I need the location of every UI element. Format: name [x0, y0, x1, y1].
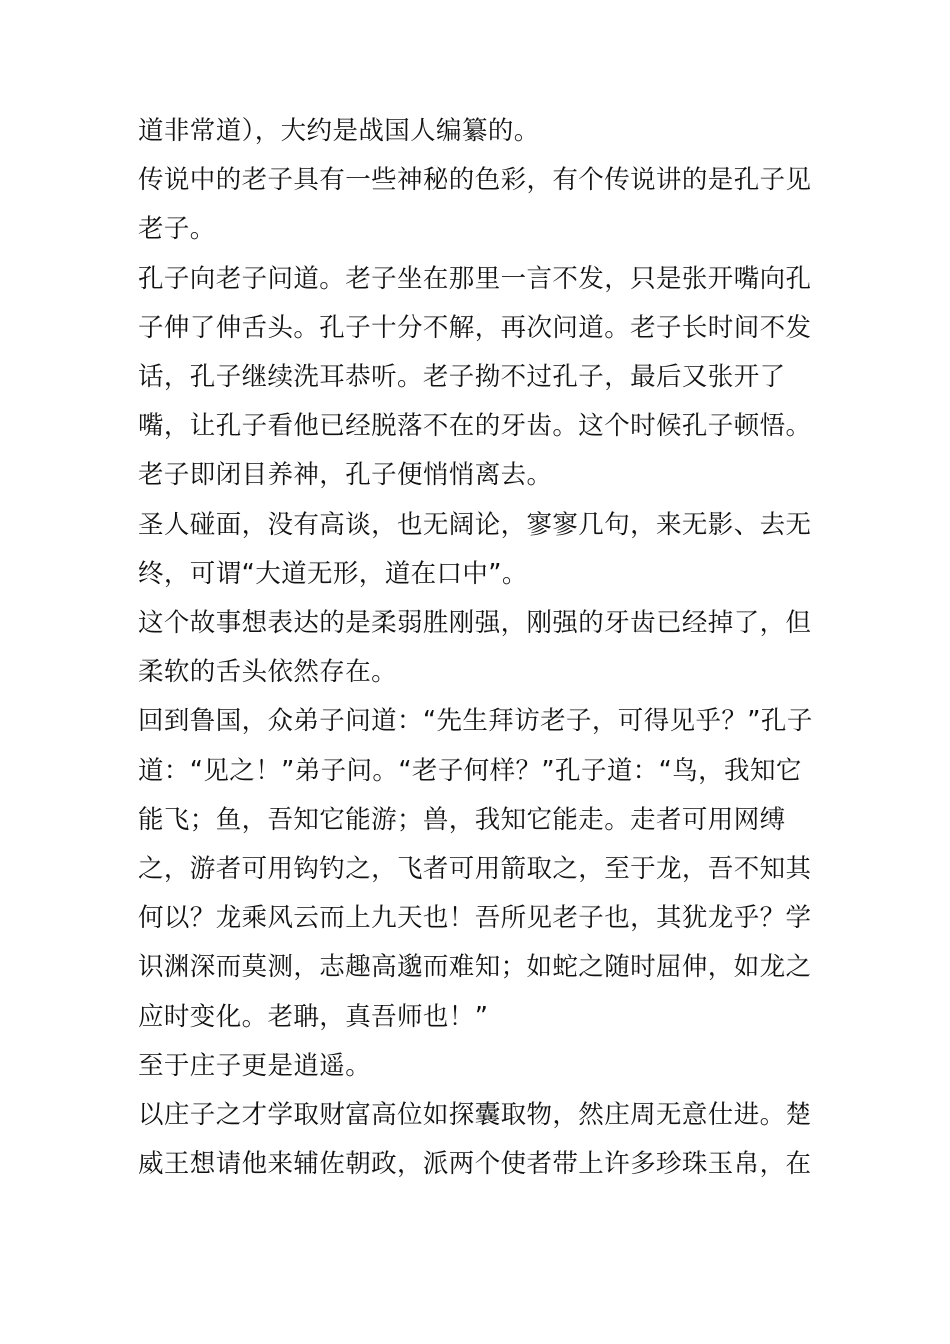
- paragraph-3: 孔子向老子问道。老子坐在那里一言不发，只是张开嘴向孔子伸了伸舌头。孔子十分不解，再次问道。老子长时间不发话，孔子继续洗耳恭听。老子拗不过孔子，最后又张开了嘴，让孔子看他已经脱落不在的牙齿。这个时候孔子顿悟。老子即闭目养神，孔子便悄悄离去。: [138, 263, 812, 491]
- paragraph-7: 至于庄子更是逍遥。: [138, 1050, 372, 1081]
- paragraph-1: 道非常道），大约是战国人编纂的。: [138, 116, 540, 146]
- paragraph-5: 这个故事想表达的是柔弱胜刚强，刚强的牙齿已经掉了，但柔软的舌头依然存在。: [138, 608, 812, 688]
- paragraph-6: 回到鲁国，众弟子问道：“先生拜访老子，可得见乎？”孔子道：“见之！”弟子问。“老子何样？”孔子道：“鸟，我知它能飞；鱼，吾知它能游；兽，我知它能走。走者可用网缚之，游者可用钩钓之，飞者可用箭取之，至于龙，吾不知其何以？龙乘风云而上九天也！吾所见老子也，其犹龙乎？学识渊深而莫测，志趣高邈而难知；如蛇之随时屈伸，如龙之应时变化。老聃，真吾师也！”: [138, 706, 813, 1032]
- paragraph-8: 以庄子之才学取财富高位如探囊取物，然庄周无意仕进。楚威王想请他来辅佐朝政，派两个使者带上许多珍珠玉帛，在: [138, 1100, 812, 1180]
- paragraph-2: 传说中的老子具有一些神秘的色彩，有个传说讲的是孔子见老子。: [138, 165, 812, 245]
- document-body: [138, 107, 818, 1189]
- paragraph-4: 圣人碰面，没有高谈，也无阔论，寥寥几句，来无影、去无终，可谓“大道无形，道在口中”。: [138, 509, 812, 589]
